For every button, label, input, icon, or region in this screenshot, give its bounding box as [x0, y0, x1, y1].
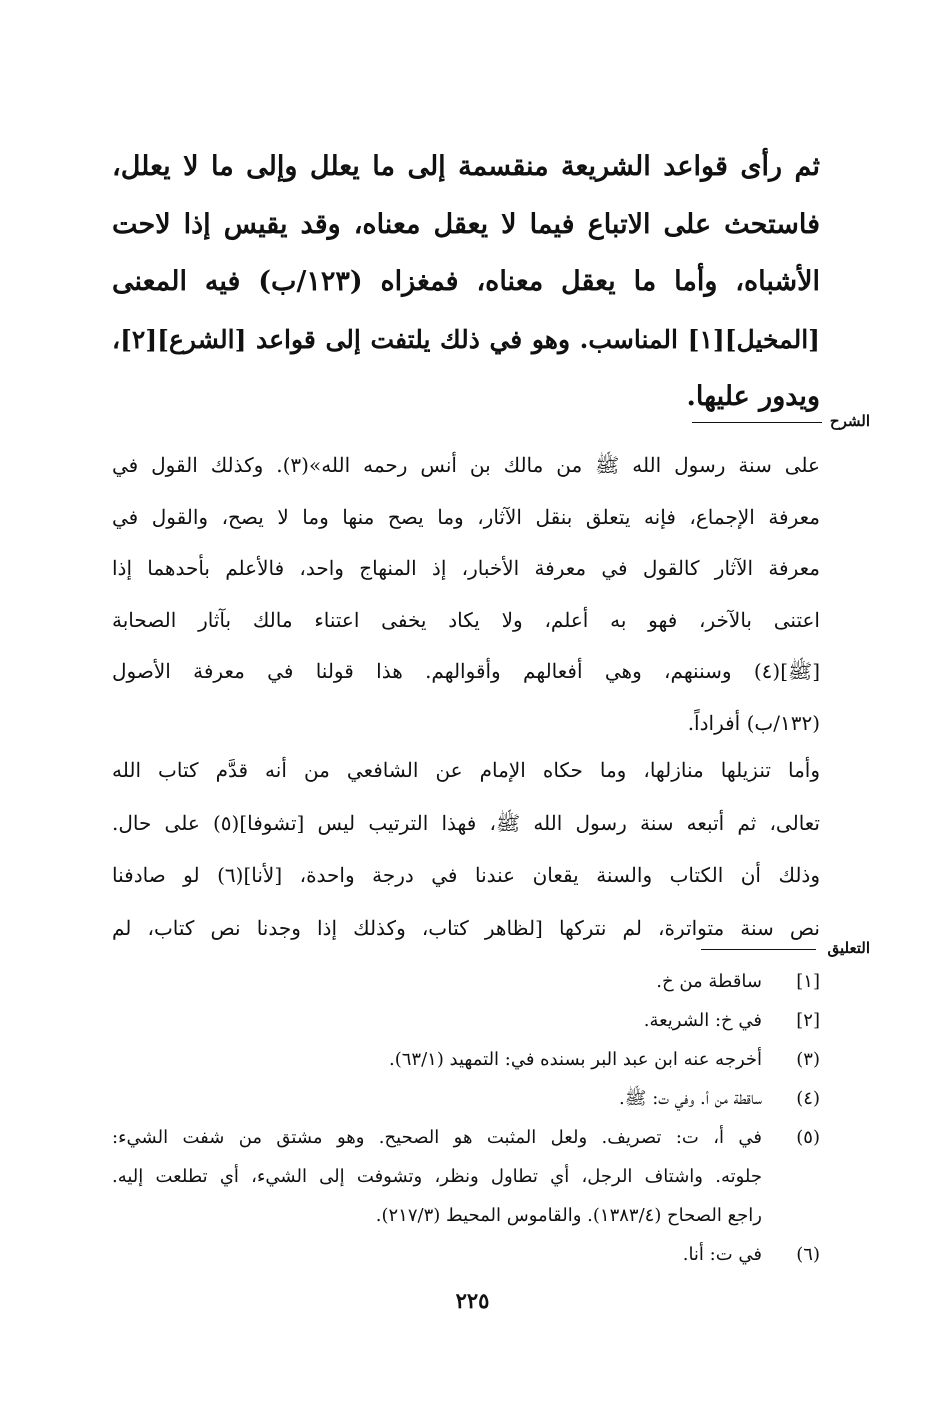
footnote-number: (٣)	[796, 1049, 820, 1070]
footnotes-label: التعليق	[827, 939, 870, 957]
commentary-line: (١٣٢/ب) أفراداً.	[687, 710, 820, 735]
commentary-line: معرفة الآثار كالقول في معرفة الأخبار، إذ المنهاج واحد، فالأعلم بأحدهما إذا	[112, 556, 820, 580]
footnote-number: (٦)	[796, 1244, 820, 1265]
main-text-line: [المخيل][١] المناسب. وهو في ذلك يلتفت إلى قواعد [الشرع][٢]،	[112, 324, 820, 354]
divider-rule	[692, 422, 822, 423]
footnote-number: (٤)	[796, 1088, 820, 1109]
commentary-text	[112, 440, 820, 749]
footnote-number: [١]	[796, 971, 820, 992]
commentary-line: نص سنة متواترة، لم نتركها [لظاهر كتاب، وكذلك إذا وجدنا نص كتاب، لم	[112, 915, 820, 940]
main-text-line: فاستحث على الاتباع فيما لا يعقل معناه، وقد يقيس إذا لاحت	[112, 208, 820, 240]
commentary-line: وأما تنزيلها منازلها، وما حكاه الإمام عن الشافعي من أنه قدَّم كتاب الله	[112, 758, 820, 782]
commentary-line: وذلك أن الكتاب والسنة يقعان عندنا في درجة واحدة، [لأنا](٦) لو صادفنا	[112, 863, 820, 887]
commentary-line: معرفة الإجماع، فإنه يتعلق بنقل الآثار، وما يصح منها وما لا يصح، والقول في	[112, 504, 820, 529]
commentary-paragraph-2	[112, 744, 820, 954]
commentary-line: اعتنى بالآخر، فهو به أعلم، ولا يكاد يخفى اعتناء مالك بآثار الصحابة	[112, 607, 820, 632]
footnote-text: ساقطة من أ. وفي ت: ﷺ.	[619, 1088, 762, 1109]
footnote	[112, 962, 820, 1001]
page-number: ٢٢٥	[455, 1288, 490, 1313]
commentary-line: [ﷺ](٤) وسننهم، وهي أفعالهم وأقوالهم. هذا قولنا في معرفة الأصول	[112, 659, 820, 683]
commentary-line: تعالى، ثم أتبعه سنة رسول الله ﷺ، فهذا الترتيب ليس [تشوفا](٥) على حال.	[112, 810, 820, 835]
footnote	[112, 1001, 820, 1040]
footnote	[112, 1079, 820, 1118]
footnote-text: أخرجه عنه ابن عبد البر بسنده في: التمهيد (٦٣/١).	[388, 1049, 762, 1070]
footnote-text: في أ، ت: تصريف. ولعل المثبت هو الصحيح. وهو مشتق من شفت الشيء:	[112, 1127, 762, 1148]
commentary-line: على سنة رسول الله ﷺ من مالك بن أنس رحمه الله»(٣). وكذلك القول في	[112, 453, 820, 477]
commentary-divider	[690, 411, 870, 435]
commentary-label: الشرح	[829, 412, 870, 430]
main-text-line: ويدور عليها.	[686, 381, 820, 412]
footnote	[112, 1235, 820, 1274]
footnotes	[112, 962, 820, 1274]
footnote-text: راجع الصحاح (١٣٨٣/٤). والقاموس المحيط (٢١٧/٣).	[375, 1205, 762, 1226]
footnote-number: (٥)	[796, 1127, 820, 1148]
footnote	[112, 1118, 820, 1235]
main-text-line: الأشباه، وأما ما يعقل معناه، فمغزاه (١٢٣/ب) فيه المعنى	[112, 266, 820, 297]
main-text-line: ثم رأى قواعد الشريعة منقسمة إلى ما يعلل وإلى ما لا يعلل،	[112, 151, 820, 182]
main-text	[112, 138, 820, 426]
footnotes-divider	[700, 938, 870, 962]
footnote-text: جلوته. واشتاف الرجل، أي تطاول ونظر، وتشوفت إلى الشيء، أي تطلعت إليه.	[112, 1166, 762, 1187]
footnote-text: ساقطة من خ.	[656, 971, 762, 992]
footnote	[112, 1040, 820, 1079]
footnote-text: في خ: الشريعة.	[643, 1010, 762, 1031]
footnote-number: [٢]	[796, 1010, 820, 1031]
divider-rule	[701, 949, 816, 950]
footnote-text: في ت: أنا.	[682, 1244, 762, 1265]
